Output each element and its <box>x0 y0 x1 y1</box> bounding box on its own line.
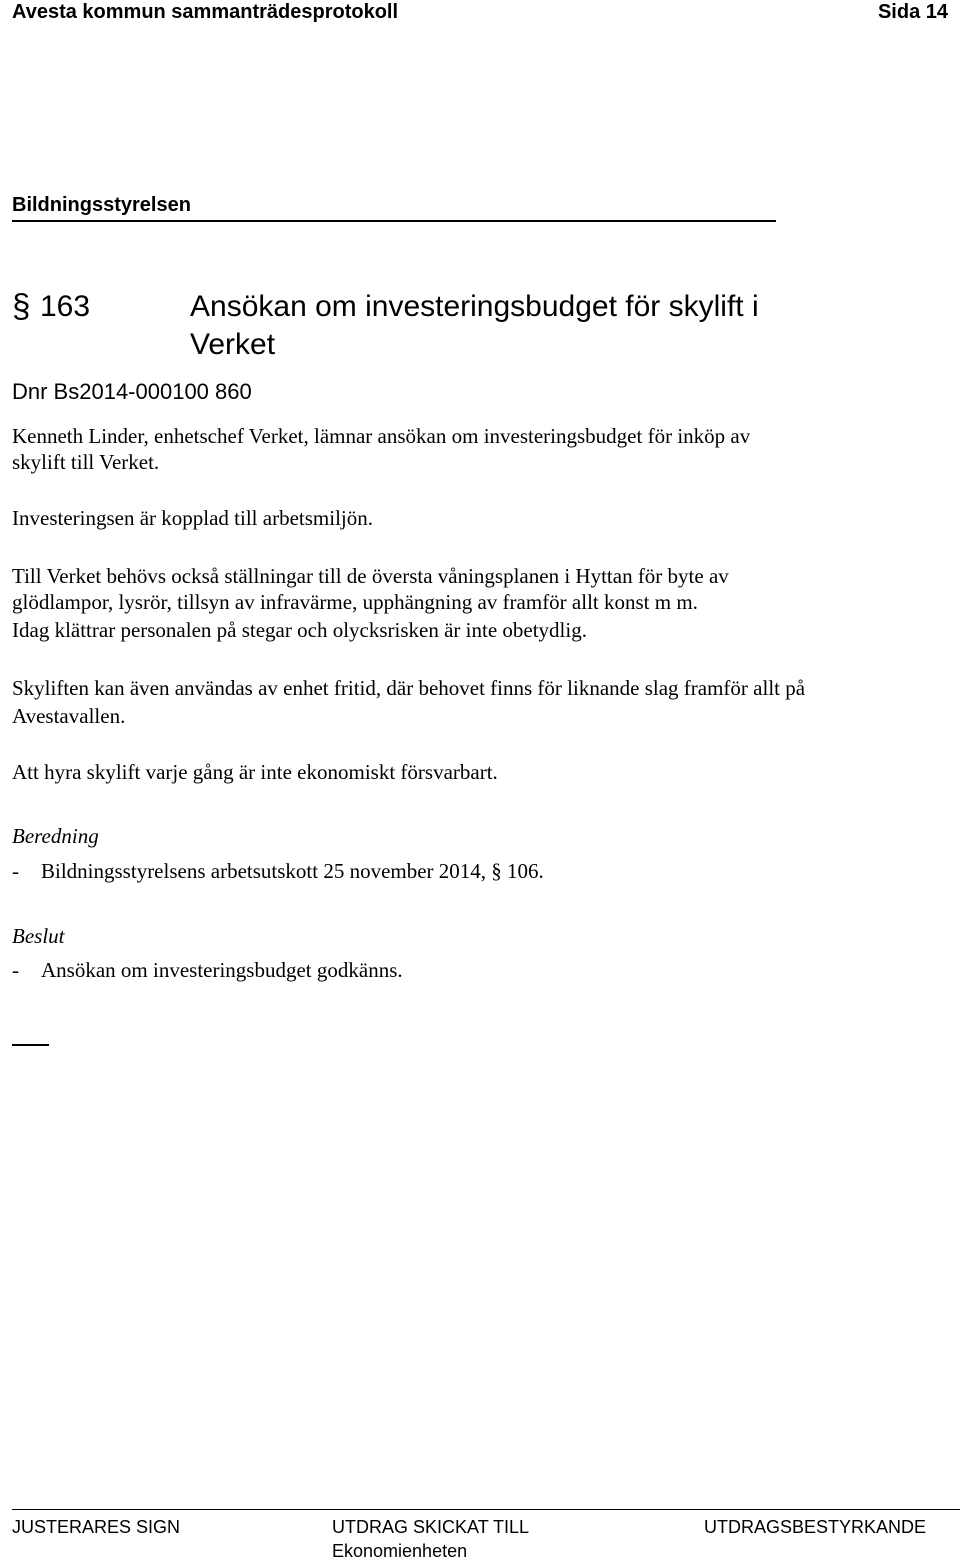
beredning-item: Bildningsstyrelsens arbetsutskott 25 november 2014, § 106. <box>41 859 544 883</box>
section-title-line2: Verket <box>190 328 276 361</box>
paragraph-3-line2: glödlampor, lysrör, tillsyn av infravärme, upphängning av framför allt konst m m. <box>12 590 698 614</box>
paragraph-1-line2: skylift till Verket. <box>12 450 160 474</box>
case-number: Dnr Bs2014-000100 860 <box>12 379 252 404</box>
footer-utdrag-skickat-till: UTDRAG SKICKAT TILL <box>332 1517 530 1537</box>
paragraph-4-line1: Skyliften kan även användas av enhet fritid, där behovet finns för liknande slag framför allt på <box>12 676 806 700</box>
board-underline <box>12 220 776 222</box>
beredning-heading: Beredning <box>12 824 99 848</box>
section-title-line1: Ansökan om investeringsbudget för skylift i <box>190 290 759 323</box>
section-symbol: § <box>12 287 31 324</box>
paragraph-3-line3: Idag klättrar personalen på stegar och olycksrisken är inte obetydlig. <box>12 618 587 642</box>
beslut-item: Ansökan om investeringsbudget godkänns. <box>41 958 403 982</box>
paragraph-5: Att hyra skylift varje gång är inte ekonomiskt försvarbart. <box>12 760 498 784</box>
footer-recipient: Ekonomienheten <box>332 1541 468 1561</box>
footer-rule <box>12 1509 960 1510</box>
beslut-bullet: - <box>12 958 19 982</box>
footer-utdragsbestyrkande: UTDRAGSBESTYRKANDE <box>704 1517 927 1537</box>
section-number: 163 <box>40 290 91 323</box>
paragraph-3-line1: Till Verket behövs också ställningar till de översta våningsplanen i Hyttan för byte av <box>12 564 729 588</box>
document-header-title: Avesta kommun sammanträdesprotokoll <box>12 1 399 23</box>
paragraph-2: Investeringsen är kopplad till arbetsmiljön. <box>12 506 373 530</box>
footer-justerares-sign: JUSTERARES SIGN <box>12 1517 181 1537</box>
board-name: Bildningsstyrelsen <box>12 194 191 216</box>
paragraph-1-line1: Kenneth Linder, enhetschef Verket, lämnar ansökan om investeringsbudget för inköp av <box>12 424 751 448</box>
beslut-heading: Beslut <box>12 924 65 948</box>
paragraph-4-line2: Avestavallen. <box>12 704 126 728</box>
beredning-bullet: - <box>12 859 19 883</box>
end-marker-rule <box>12 1044 49 1046</box>
page-number: Sida 14 <box>877 1 948 23</box>
